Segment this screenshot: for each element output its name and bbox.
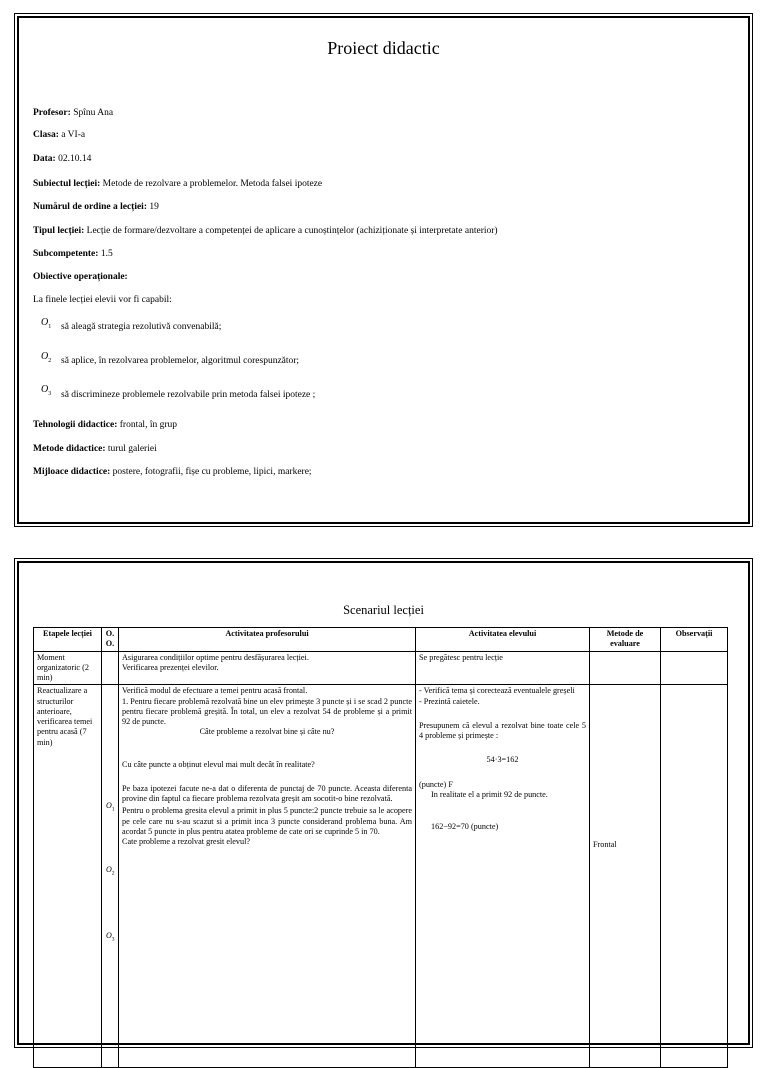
obs-cell bbox=[661, 685, 728, 1068]
eval-cell bbox=[590, 685, 661, 1068]
elev-cell: - Verifică tema și corectează eventualele greșeli - Prezintă caietele. Presupunem că elevul a rezolvat bine toate cele 5 4 probleme și primește : 54·3=162 (puncte) F In realitate el a primit 92 de puncte. 162−92=70 (puncte) bbox=[416, 685, 590, 1068]
oo-mark: $O_3$ bbox=[106, 931, 115, 943]
field-data: Data: 02.10.14 bbox=[33, 154, 92, 164]
scenario-title: Scenariul lecției bbox=[343, 603, 424, 617]
field-metode: Metode didactice: turul galeriei bbox=[33, 444, 157, 454]
oo-cell bbox=[102, 651, 119, 685]
table-row bbox=[34, 685, 728, 1068]
objectives-intro: La finele lecției elevii vor fi capabil: bbox=[33, 295, 172, 305]
field-mijloace: Mijloace didactice: postere, fotografii, fișe cu probleme, lipici, markere; bbox=[33, 467, 312, 477]
field-tehnologii: Tehnologii didactice: frontal, în grup bbox=[33, 420, 178, 430]
table-row bbox=[34, 651, 728, 685]
field-numar: Numărul de ordine a lecției: 19 bbox=[33, 202, 159, 212]
oo-mark: $O_2$ bbox=[106, 865, 115, 877]
field-profesor: Profesor: Spînu Ana bbox=[33, 108, 114, 118]
objective-item: să aplice, în rezolvarea problemelor, algoritmul corespunzător; bbox=[61, 356, 300, 366]
elev-cell: Se pregătesc pentru lecție bbox=[416, 651, 590, 685]
col-observatii: Observații bbox=[661, 628, 728, 652]
field-tip: Tipul lecției: Lecție de formare/dezvoltare a competenței de aplicare a cunoștințelor (achiziționate și interpretate anterior) bbox=[33, 226, 498, 236]
field-clasa: Clasa: a VI-a bbox=[33, 130, 86, 140]
page-title: Proiect didactic bbox=[327, 38, 440, 58]
field-obiective: Obiective operaționale: bbox=[33, 272, 128, 282]
field-subiect: Subiectul lecției: Metode de rezolvare a problemelor. Metoda falsei ipoteze bbox=[33, 179, 323, 189]
project-page bbox=[17, 16, 750, 524]
col-etapele: Etapele lecției bbox=[34, 628, 102, 652]
stage-cell: Reactualizare a structurilor anterioare, verificarea temei pentru acasă (7 min) bbox=[34, 685, 102, 1068]
table-header-row bbox=[34, 628, 728, 652]
field-subcompetente: Subcompetente: 1.5 bbox=[33, 249, 113, 259]
oo-mark: $O_1$ bbox=[106, 801, 115, 813]
oo-cell bbox=[102, 685, 119, 1068]
prof-cell: Asigurarea condițiilor optime pentru desfășurarea lecției. Verificarea prezenței elevilor. bbox=[119, 651, 416, 685]
objective-mark: $O_2$ bbox=[41, 351, 52, 364]
obs-cell bbox=[661, 651, 728, 685]
stage-cell: Moment organizatoric (2 min) bbox=[34, 651, 102, 685]
scenario-page bbox=[17, 561, 750, 1045]
objective-item: să discrimineze problemele rezolvabile prin metoda falsei ipoteze ; bbox=[61, 390, 316, 400]
col-evaluare: Metode de evaluare bbox=[590, 628, 661, 652]
scenario-table bbox=[33, 627, 728, 1068]
eval-cell bbox=[590, 651, 661, 685]
eval-method: Frontal bbox=[593, 840, 617, 850]
col-oo: O. O. bbox=[102, 628, 119, 652]
objective-mark: $O_3$ bbox=[41, 384, 52, 397]
prof-cell: Verifică modul de efectuare a temei pentru acasă frontal. 1. Pentru fiecare problemă rezolvată bine un elev primește 3 puncte și i se scad 2 puncte pentru fiecare problemă greșită. În total, un elev a rezolvat 54 de probleme și a primit 92 de puncte. Câte probleme a rezolvat bine și câte nu? Cu câte puncte a obținut elevul mai mult decât în realitate? Pe baza ipotezei facute ne-a dat o diferenta de punctaj de 70 puncte. Aceasta diferenta provine din faptul ca fiecare problema rezolvata greșit am socotit-o bine rezolvată. Pentru o problema gresita elevul a primit in plus 5 puncte:2 puncte trebuie sa le acopere pe cele care nu s-au scazut si a primit inca 3 puncte considerand problema buna. Am acordat 5 puncte in plus pentru atatea probleme de cate ori se cuprinde 5 in 70. Cate probleme a rezolvat gresit elevul? bbox=[119, 685, 416, 1068]
col-profesor: Activitatea profesorului bbox=[119, 628, 416, 652]
objective-mark: $O_1$ bbox=[41, 317, 52, 330]
col-elev: Activitatea elevului bbox=[416, 628, 590, 652]
objective-item: să aleagă strategia rezolutivă convenabilă; bbox=[61, 322, 222, 332]
